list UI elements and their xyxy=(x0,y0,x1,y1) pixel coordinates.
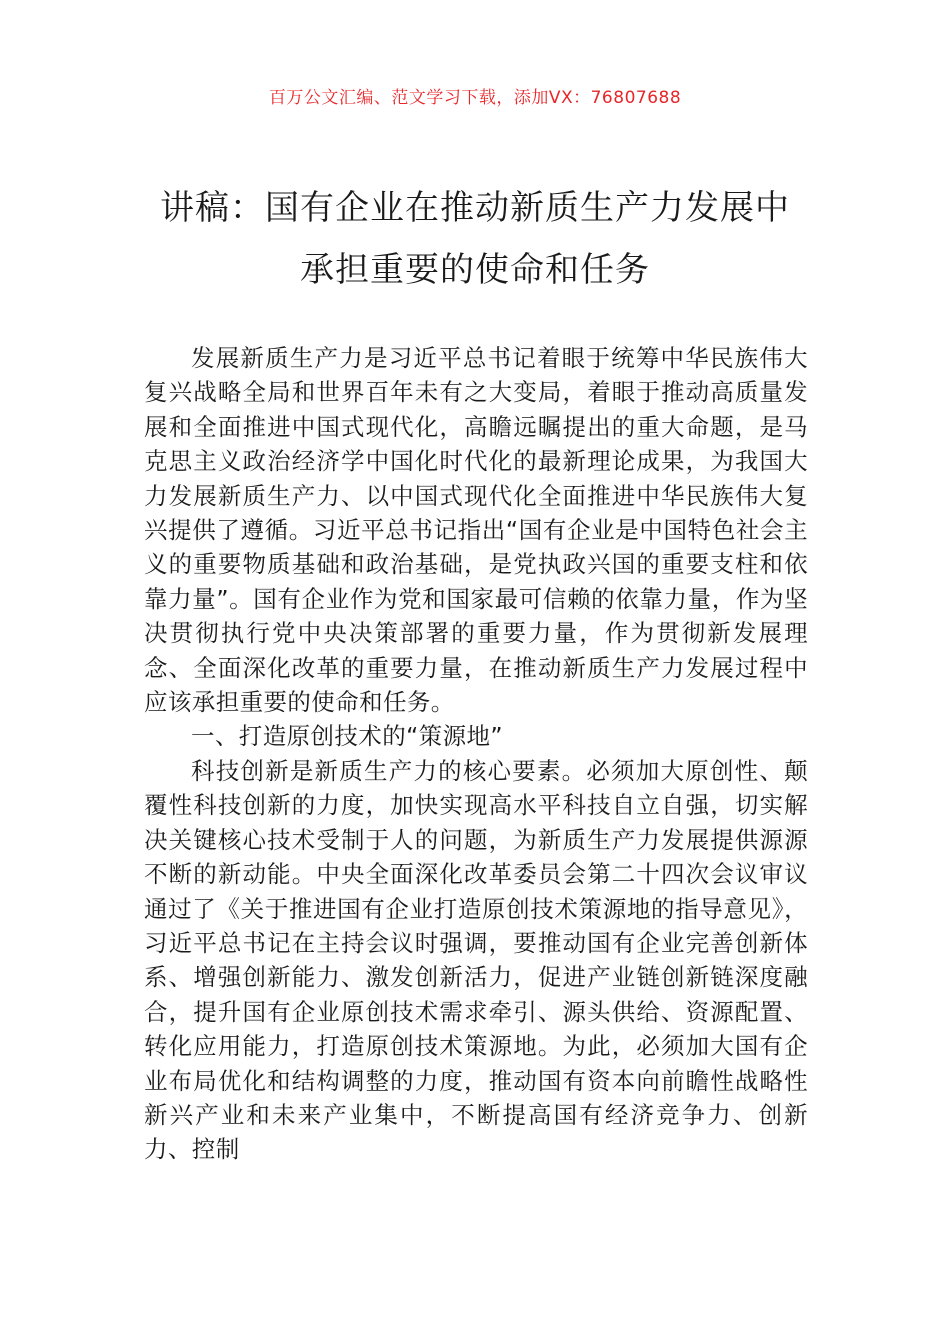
header-text: 百万公文汇编、范文学习下载，添加VX：76807688 xyxy=(268,88,682,108)
paragraph-section-1: 科技创新是新质生产力的核心要素。必须加大原创性、颠覆性科技创新的力度，加快实现高水平科技自立自强，切实解决关键核心技术受制于人的问题，为新质生产力发展提供源源不断的新动能。中央全面深化改革委员会第二十四次会议审议通过了《关于推进国有企业打造原创技术策源地的指导意见》，习近平总书记在主持会议时强调，要推动国有企业完善创新体系、增强创新能力、激发创新活力，促进产业链创新链深度融合，提升国有企业原创技术需求牵引、源头供给、资源配置、转化应用能力，打造原创技术策源地。为此，必须加大国有企业布局优化和结构调整的力度，推动国有资本向前瞻性战略性新兴产业和未来产业集中，不断提高国有经济竞争力、创新力、控制 xyxy=(144,756,808,1164)
document-body xyxy=(144,341,808,1167)
document-title xyxy=(60,177,890,301)
title-line-1: 讲稿：国有企业在推动新质生产力发展中 xyxy=(160,188,790,228)
watermark-header xyxy=(0,86,950,110)
title-line-2: 承担重要的使命和任务 xyxy=(300,250,650,290)
section-heading-1: 一、打造原创技术的“策源地” xyxy=(191,722,503,751)
paragraph-intro: 发展新质生产力是习近平总书记着眼于统筹中华民族伟大复兴战略全局和世界百年未有之大变局，着眼于推动高质量发展和全面推进中国式现代化，高瞻远瞩提出的重大命题，是马克思主义政治经济学中国化时代化的最新理论成果，为我国大力发展新质生产力、以中国式现代化全面推进中华民族伟大复兴提供了遵循。习近平总书记指出“国有企业是中国特色社会主义的重要物质基础和政治基础，是党执政兴国的重要支柱和依靠力量”。国有企业作为党和国家最可信赖的依靠力量，作为坚决贯彻执行党中央决策部署的重要力量，作为贯彻新发展理念、全面深化改革的重要力量，在推动新质生产力发展过程中应该承担重要的使命和任务。 xyxy=(144,344,808,717)
